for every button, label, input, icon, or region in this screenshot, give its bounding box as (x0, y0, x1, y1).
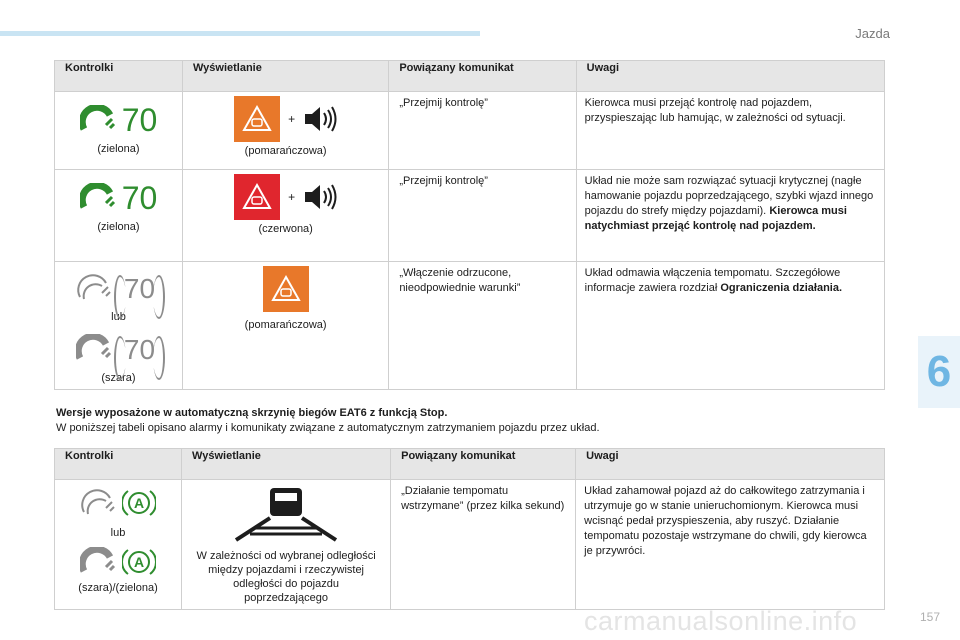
control-cell (55, 92, 183, 170)
display-caption: (pomarańczowa) (244, 145, 327, 157)
svg-text:A: A (133, 495, 145, 511)
col-header-message: Powiązany komunikat (389, 61, 576, 92)
control-cell (55, 480, 182, 610)
speed-value: 70 (118, 342, 161, 357)
top-accent-bar (0, 31, 480, 36)
note-text: Układ odmawia włączenia tempomatu. Szczegółowe informacje zawiera rozdział (584, 267, 841, 294)
vehicle-ahead-distance-icon (226, 484, 346, 544)
table-header-row (55, 61, 885, 92)
display-cell (182, 262, 388, 390)
table-row (55, 170, 885, 262)
take-control-warning-icon (234, 96, 280, 142)
message-cell: „Działanie tempomatu wstrzymane” (przez kilka sekund) (391, 480, 576, 610)
note-cell: Układ zahamował pojazd aż do całkowitego zatrzymania i utrzymuje go w stanie unieruchomionym. Kierowca musi wcisnąć pedał przyspieszenia, aby ruszyć. Działanie tempomatu pozostaje wstrzymane do chwili, gdy kierowca je przywróci. (576, 480, 885, 610)
display-cell (182, 92, 388, 170)
table-header-row (55, 449, 885, 480)
cruise-control-green-icon (80, 183, 116, 213)
or-label: lub (110, 527, 126, 539)
note-bold-text: Ograniczenia działania. (720, 282, 843, 294)
control-caption: (zielona) (97, 221, 140, 233)
cruise-control-green-icon (80, 105, 116, 135)
control-caption: (szara) (101, 372, 136, 384)
auto-hold-green-icon (122, 545, 156, 579)
table-row (55, 92, 885, 170)
take-control-warning-icon (234, 174, 280, 220)
col-header-message: Powiązany komunikat (391, 449, 576, 480)
intro-text: W poniższej tabeli opisano alarmy i komunikaty związane z automatycznym zatrzymaniem pojazdu przez układ. (56, 422, 600, 434)
plus-sign: + (288, 189, 296, 204)
note-cell (576, 262, 884, 390)
intro-heading: Wersje wyposażone w automatyczną skrzynię biegów EAT6 z funkcją Stop. (56, 407, 448, 419)
note-cell: Kierowca musi przejąć kontrolę nad pojazdem, przyspieszając lub hamując, w zależności od sytuacji. (576, 92, 884, 170)
col-header-notes: Uwagi (576, 61, 884, 92)
col-header-controls: Kontrolki (55, 449, 182, 480)
cruise-control-gray-icon (80, 547, 116, 577)
intro-paragraph (56, 406, 896, 436)
message-cell: „Włączenie odrzucone, nieodpowiednie warunki” (389, 262, 576, 390)
table-row (55, 480, 885, 610)
col-header-display: Wyświetlanie (182, 61, 388, 92)
watermark: carmanualsonline.info (584, 606, 858, 636)
warnings-table-2 (54, 448, 885, 610)
note-bold-text: Kierowca musi natychmiast przejąć kontrolę nad pojazdem. (584, 205, 847, 232)
cruise-control-outline-icon (76, 273, 112, 303)
section-title: Jazda (855, 26, 890, 41)
note-cell (576, 170, 884, 262)
col-header-display: Wyświetlanie (182, 449, 391, 480)
col-header-controls: Kontrolki (55, 61, 183, 92)
display-cell (182, 170, 388, 262)
col-header-notes: Uwagi (576, 449, 885, 480)
speed-value: 70 (121, 180, 158, 216)
display-description: W zależności od wybranej odległości między pojazdami i rzeczywistej odległości do pojazdu poprzedzającego (196, 550, 376, 604)
cruise-control-outline-icon (80, 488, 116, 518)
page-number: 157 (919, 610, 940, 624)
control-cell (55, 262, 183, 390)
message-cell: „Przejmij kontrolę” (389, 92, 576, 170)
speed-value: 70 (118, 281, 161, 296)
svg-text:A: A (133, 554, 145, 570)
display-cell (182, 480, 391, 610)
take-control-warning-icon (263, 266, 309, 312)
chapter-tab (918, 336, 960, 408)
control-cell (55, 170, 183, 262)
audible-alert-icon (303, 182, 337, 212)
audible-alert-icon (303, 104, 337, 134)
or-label: lub (111, 311, 126, 323)
display-caption: (pomarańczowa) (244, 319, 327, 331)
plus-sign: + (288, 111, 296, 126)
control-caption: (zielona) (97, 143, 140, 155)
cruise-control-gray-icon (76, 334, 112, 364)
control-caption: (szara)/(zielona) (78, 582, 158, 594)
display-caption: (czerwona) (258, 223, 313, 235)
auto-hold-green-icon (122, 486, 156, 520)
message-cell: „Przejmij kontrolę” (389, 170, 576, 262)
chapter-number: 6 (926, 347, 952, 396)
note-text: Układ nie może sam rozwiązać sytuacji krytycznej (nagłe hamowanie pojazdu poprzedzającego, szybki wjazd innego pojazdu do strefy między pojazdami). (584, 175, 874, 217)
table-row (55, 262, 885, 390)
warnings-table-1 (54, 60, 885, 390)
speed-value: 70 (121, 102, 158, 138)
